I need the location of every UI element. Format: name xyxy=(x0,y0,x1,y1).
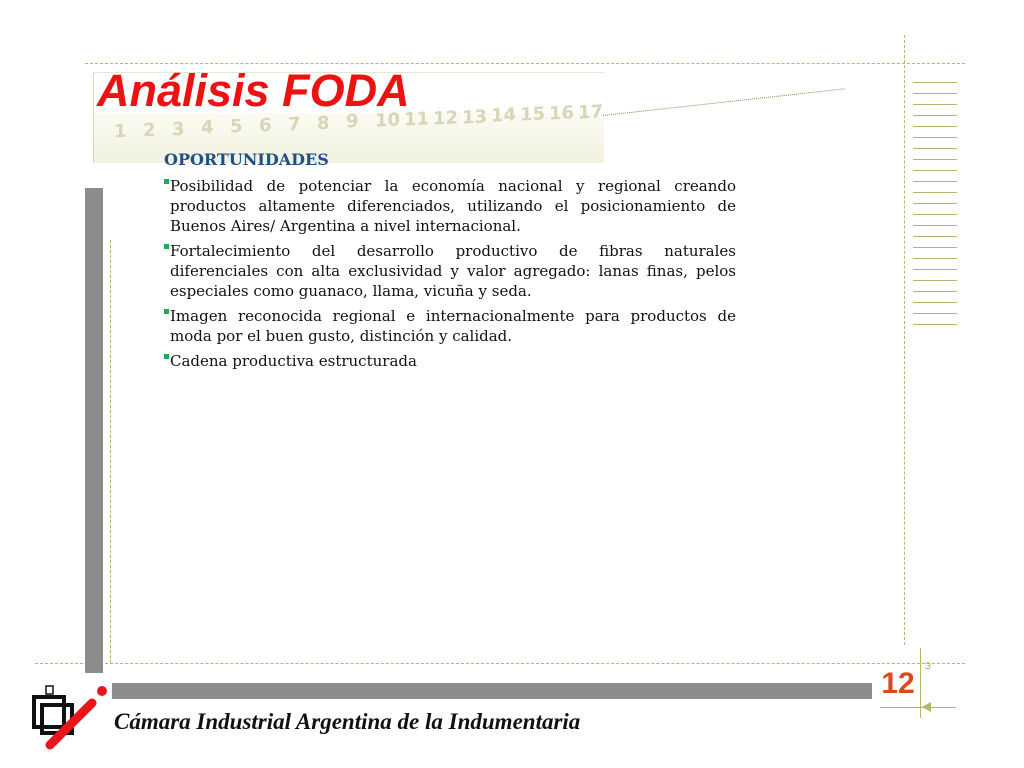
page-side-mark: ω xyxy=(922,661,934,670)
title-pointer-line xyxy=(603,88,845,116)
page-number: 12 xyxy=(881,667,915,700)
ruler-number: 11 xyxy=(404,108,430,131)
square-bullet-icon xyxy=(164,309,169,314)
list-item xyxy=(164,176,736,236)
ruler-number: 17 xyxy=(578,101,604,124)
ruler-number: 15 xyxy=(520,103,546,126)
left-gray-bar xyxy=(85,188,103,673)
ruler-number: 14 xyxy=(491,104,517,128)
ruler-number: 3 xyxy=(172,118,185,140)
ruler-number: 9 xyxy=(346,111,359,133)
ciai-logo-icon xyxy=(30,683,110,753)
left-guide-line xyxy=(110,240,111,663)
slide-content xyxy=(164,150,736,376)
ruler-number: 13 xyxy=(462,105,488,129)
ruler-number: 10 xyxy=(375,109,401,132)
ruler-number: 8 xyxy=(317,112,330,134)
opportunities-list xyxy=(164,176,736,371)
list-item xyxy=(164,241,736,301)
ruler-number: 7 xyxy=(288,113,301,136)
ruler-number: 6 xyxy=(259,114,272,137)
ruler-number: 1 xyxy=(114,120,127,143)
page-number-hline xyxy=(880,707,956,708)
ruler-number: 12 xyxy=(433,107,459,130)
slide-title: Análisis FODA xyxy=(97,65,410,116)
list-item-text: Posibilidad de potenciar la economía nacional y regional creando productos altamente diferenciados, utilizando el posicionamiento de Buenos Aires/ Argentina a nivel internacional. xyxy=(170,177,736,235)
ruler-number: 2 xyxy=(143,119,156,142)
page-arrow-icon xyxy=(922,702,931,712)
square-bullet-icon xyxy=(164,354,169,359)
ruler-number: 16 xyxy=(549,102,575,125)
footer-organization: Cámara Industrial Argentina de la Indumentaria xyxy=(114,709,581,734)
list-item xyxy=(164,351,736,371)
ruler-number: 4 xyxy=(201,117,214,139)
square-bullet-icon xyxy=(164,179,169,184)
list-item-text: Cadena productiva estructurada xyxy=(170,352,417,370)
ruler-number: 5 xyxy=(230,115,243,138)
list-item-text: Imagen reconocida regional e internacionalmente para productos de moda por el buen gusto, distinción y calidad. xyxy=(170,307,736,345)
side-decoration-lines xyxy=(913,82,957,335)
list-item-text: Fortalecimiento del desarrollo productivo de fibras naturales diferenciales con alta exclusividad y valor agregado: lanas finas, pelos especiales como guanaco, llama, vicuña y seda. xyxy=(170,242,736,300)
list-item xyxy=(164,306,736,346)
right-guide-line xyxy=(904,35,905,645)
bottom-gray-bar xyxy=(112,683,872,699)
bottom-guide-line xyxy=(35,663,965,664)
square-bullet-icon xyxy=(164,244,169,249)
section-heading: OPORTUNIDADES xyxy=(164,150,329,169)
